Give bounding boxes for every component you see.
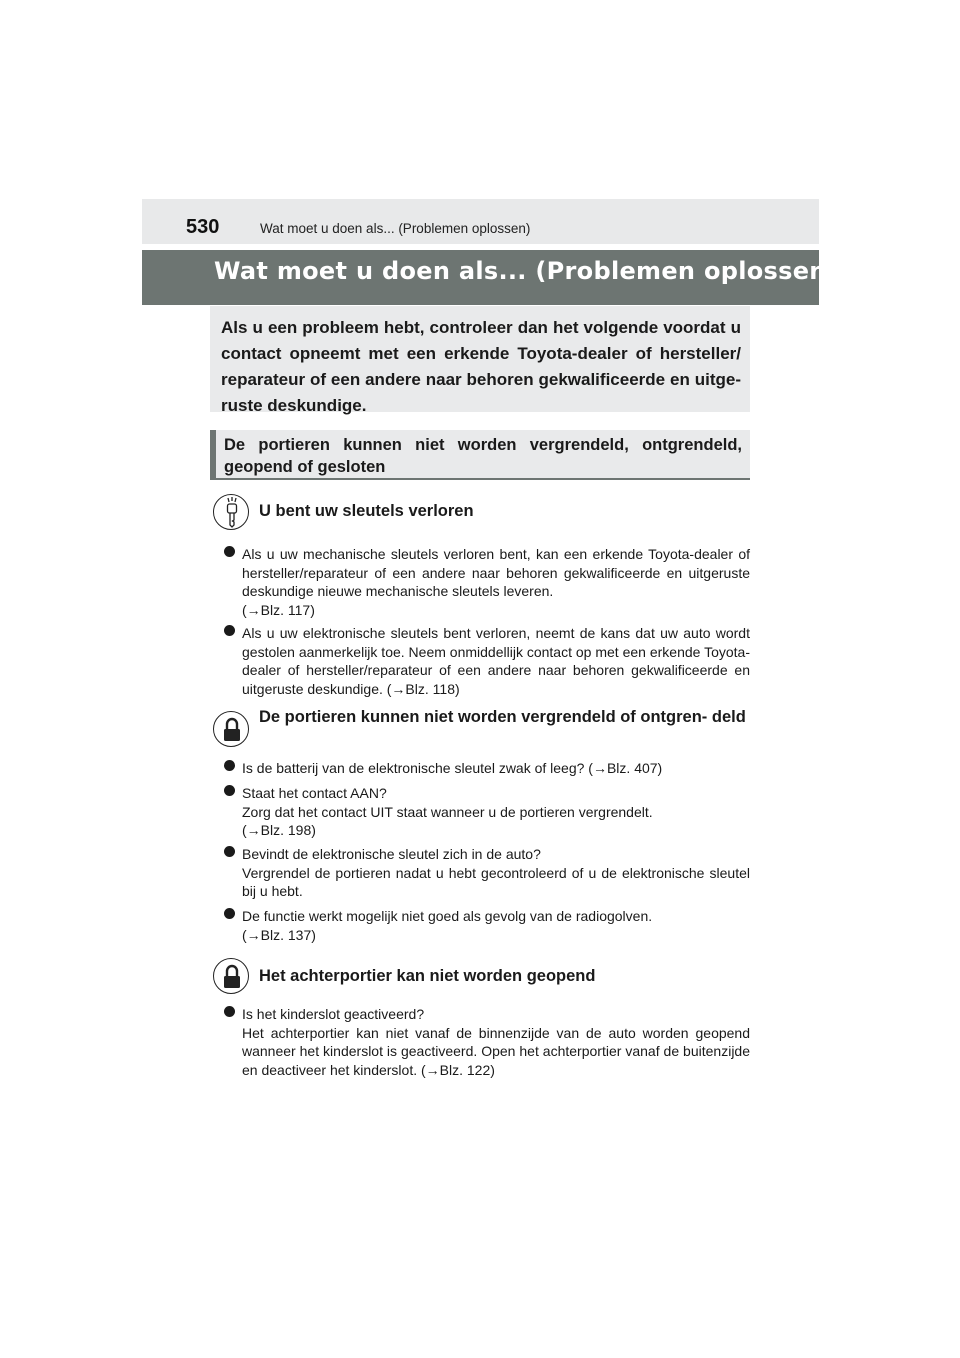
bullet-icon <box>224 625 235 636</box>
list-item <box>224 1005 750 1079</box>
bullet-icon <box>224 546 235 557</box>
list-item <box>224 624 750 698</box>
bullet-text: Als u uw mechanische sleutels verloren bent, kan een erkende Toyota-dealer of hersteller/reparateur of een andere naar behoren gekwalificeerde en uitgeruste deskundige nieuwe mechanische sleutels leveren. <box>242 546 750 599</box>
page-reference: (→Blz. 137) <box>242 926 316 943</box>
bullet-text: Is de batterij van de elektronische sleutel zwak of leeg? (→Blz. 407) <box>242 760 663 776</box>
page-number: 530 <box>186 216 220 238</box>
bullet-text: De functie werkt mogelijk niet goed als gevolg van de radiogolven. <box>242 908 653 924</box>
bullet-text: Is het kinderslot geactiveerd? <box>242 1006 425 1022</box>
intro-box <box>210 306 750 415</box>
list-item <box>224 545 750 619</box>
bullet-text: Het achterportier kan niet vanaf de binnenzijde van de auto worden geopend wanneer het kinderslot is geactiveerd. Open het achterportier vanaf de buitenzijde en deactiveer het kinderslot. (→Blz. 122) <box>242 1024 750 1078</box>
subsection-heading-doors-lock: De portieren kunnen niet worden vergrendeld of ontgren- deld <box>259 708 746 726</box>
page-title: Wat moet u doen als... (Problemen oplossen) <box>214 257 838 285</box>
running-header-title: Wat moet u doen als... (Problemen oplossen) <box>260 221 531 236</box>
list-item <box>224 907 750 944</box>
bullet-text: Bevindt de elektronische sleutel zich in de auto? <box>242 846 541 862</box>
bullet-text: Zorg dat het contact UIT staat wanneer u de portieren vergrendelt. <box>242 803 653 820</box>
bullet-text: Als u uw elektronische sleutels bent verloren, neemt de kans dat uw auto wordt gestolen aanmerkelijk toe. Neem onmiddellijk contact op met een erkende Toyota-dealer of hersteller/reparateur of een andere naar behoren gekwalificeerde en uitgeruste deskundige. (→Blz. 118) <box>242 625 750 697</box>
bullet-text: Vergrendel de portieren nadat u hebt gecontroleerd of u de elektronische sleutel bij u hebt. <box>242 864 750 899</box>
bullet-icon <box>224 846 235 857</box>
subsection-heading-lost-keys: U bent uw sleutels verloren <box>259 502 474 520</box>
bullet-icon <box>224 760 235 771</box>
bullet-icon <box>224 1006 235 1017</box>
section-heading <box>210 430 750 480</box>
bullet-icon <box>224 908 235 919</box>
lock-icon <box>213 711 249 747</box>
section-heading-text: De portieren kunnen niet worden vergrendeld, ontgrendeld, geopend of gesloten <box>224 436 742 476</box>
bullet-icon <box>224 785 235 796</box>
list-item <box>224 784 750 840</box>
page-reference: (→Blz. 117) <box>242 601 315 618</box>
bullet-text: Staat het contact AAN? <box>242 785 387 801</box>
key-icon <box>213 494 249 530</box>
list-item <box>224 759 750 778</box>
list-item <box>224 845 750 901</box>
subsection-heading-rear-door: Het achterportier kan niet worden geopend <box>259 967 596 985</box>
page-reference: (→Blz. 198) <box>242 822 316 838</box>
intro-text: Als u een probleem hebt, controleer dan het volgende voordat u contact opneemt met een erkende Toyota-dealer of hersteller/ reparateur of een andere naar behoren gekwalificeerde en uitge- ruste deskundige. <box>221 318 741 415</box>
lock-icon <box>213 958 249 994</box>
